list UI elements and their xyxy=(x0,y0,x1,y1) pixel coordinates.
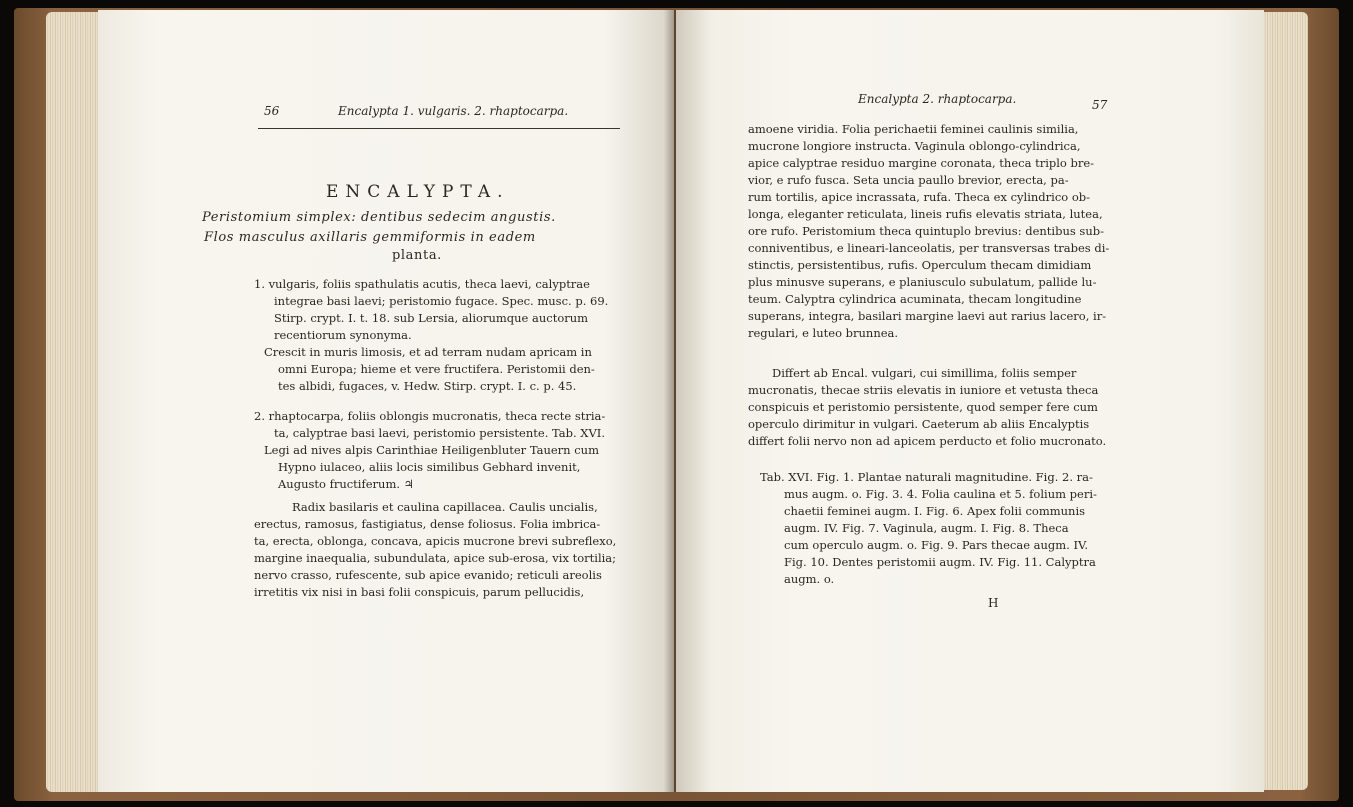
species-text: Hypno iulaceo, aliis locis similibus Gebhard invenit, xyxy=(278,460,581,474)
body-line: Differt ab Encal. vulgari, cui simillima, foliis semper xyxy=(772,366,1077,380)
body-line: plus minusve superans, e planiusculo subulatum, pallide lu- xyxy=(748,275,1097,289)
body-line: operculo dirimitur in vulgari. Caeterum ab aliis Encalyptis xyxy=(748,417,1090,431)
description-line: margine inaequalia, subundulata, apice sub-erosa, vix tortilia; xyxy=(254,551,617,565)
diagnosis-line: Peristomium simplex: dentibus sedecim angustis. xyxy=(202,210,556,225)
body-line: rum tortilis, apice incrassata, rufa. Theca ex cylindrico ob- xyxy=(748,190,1091,204)
description-line: ta, erecta, oblonga, concava, apicis mucrone brevi subreflexo, xyxy=(254,534,617,548)
genus-title: ENCALYPTA. xyxy=(326,182,510,202)
body-line: stinctis, persistentibus, rufis. Operculum thecam dimidiam xyxy=(748,258,1092,272)
plate-line: Tab. XVI. Fig. 1. Plantae naturali magnitudine. Fig. 2. ra- xyxy=(760,470,1093,484)
page-number-left: 56 xyxy=(264,104,280,118)
species-text: recentiorum synonyma. xyxy=(274,328,412,342)
species-text: Stirp. crypt. I. t. 18. sub Lersia, aliorumque auctorum xyxy=(274,311,589,325)
body-line: regulari, e luteo brunnea. xyxy=(748,326,899,340)
right-page xyxy=(676,10,1264,792)
species-text: tes albidi, fugaces, v. Hedw. Stirp. crypt. I. c. p. 45. xyxy=(278,379,577,393)
page-edges-left xyxy=(46,12,104,792)
species-text: integrae basi laevi; peristomio fugace. Spec. musc. p. 69. xyxy=(274,294,609,308)
header-rule xyxy=(258,128,620,129)
body-line: apice calyptrae residuo margine coronata, theca triplo bre- xyxy=(748,156,1095,170)
body-line: teum. Calyptra cylindrica acuminata, thecam longitudine xyxy=(748,292,1082,306)
plate-line: mus augm. o. Fig. 3. 4. Folia caulina et 5. folium peri- xyxy=(784,487,1097,501)
plate-line: augm. IV. Fig. 7. Vaginula, augm. I. Fig. 8. Theca xyxy=(784,521,1069,535)
body-line: mucrone longiore instructa. Vaginula oblongo-cylindrica, xyxy=(748,139,1081,153)
page-number-right: 57 xyxy=(1092,98,1108,112)
body-line: conniventibus, e lineari-lanceolatis, per transversas trabes di- xyxy=(748,241,1110,255)
running-head-left: Encalypta 1. vulgaris. 2. rhaptocarpa. xyxy=(338,104,569,118)
diagnosis-line: planta. xyxy=(392,248,442,263)
running-head-right: Encalypta 2. rhaptocarpa. xyxy=(858,92,1017,106)
body-line: longa, eleganter reticulata, lineis rufis elevatis striata, lutea, xyxy=(748,207,1103,221)
species-text: 1. vulgaris, foliis spathulatis acutis, theca laevi, calyptrae xyxy=(254,277,590,291)
signature-mark: H xyxy=(988,596,999,610)
species-text: Augusto fructiferum. ♃ xyxy=(278,477,414,491)
body-line: ore rufo. Peristomium theca quintuplo brevius: dentibus sub- xyxy=(748,224,1104,238)
description-line: erectus, ramosus, fastigiatus, dense foliosus. Folia imbrica- xyxy=(254,517,601,531)
body-line: differt folii nervo non ad apicem perducto et folio mucronato. xyxy=(748,434,1107,448)
body-line: amoene viridia. Folia perichaetii feminei caulinis similia, xyxy=(748,122,1079,136)
body-line: superans, integra, basilari margine laevi aut rarius lacero, ir- xyxy=(748,309,1107,323)
plate-line: chaetii feminei augm. I. Fig. 6. Apex folii communis xyxy=(784,504,1086,518)
description-line: Radix basilaris et caulina capillacea. Caulis uncialis, xyxy=(292,500,598,514)
body-line: conspicuis et peristomio persistente, quod semper fere cum xyxy=(748,400,1098,414)
plate-line: augm. o. xyxy=(784,572,835,586)
plate-line: Fig. 10. Dentes peristomii augm. IV. Fig. 11. Calyptra xyxy=(784,555,1096,569)
description-line: irretitis vix nisi in basi folii conspicuis, parum pellucidis, xyxy=(254,585,585,599)
left-page xyxy=(98,10,674,792)
species-text: 2. rhaptocarpa, foliis oblongis mucronatis, theca recte stria- xyxy=(254,409,606,423)
species-text: omni Europa; hieme et vere fructifera. Peristomii den- xyxy=(278,362,595,376)
species-text: Legi ad nives alpis Carinthiae Heiligenbluter Tauern cum xyxy=(264,443,599,457)
body-line: mucronatis, thecae striis elevatis in iuniore et vetusta theca xyxy=(748,383,1099,397)
description-line: nervo crasso, rufescente, sub apice evanido; reticuli areolis xyxy=(254,568,602,582)
diagnosis-line: Flos masculus axillaris gemmiformis in eadem xyxy=(204,230,536,245)
species-text: ta, calyptrae basi laevi, peristomio persistente. Tab. XVI. xyxy=(274,426,606,440)
plate-line: cum operculo augm. o. Fig. 9. Pars thecae augm. IV. xyxy=(784,538,1088,552)
body-line: vior, e rufo fusca. Seta uncia paullo brevior, erecta, pa- xyxy=(748,173,1069,187)
species-text: Crescit in muris limosis, et ad terram nudam apricam in xyxy=(264,345,592,359)
